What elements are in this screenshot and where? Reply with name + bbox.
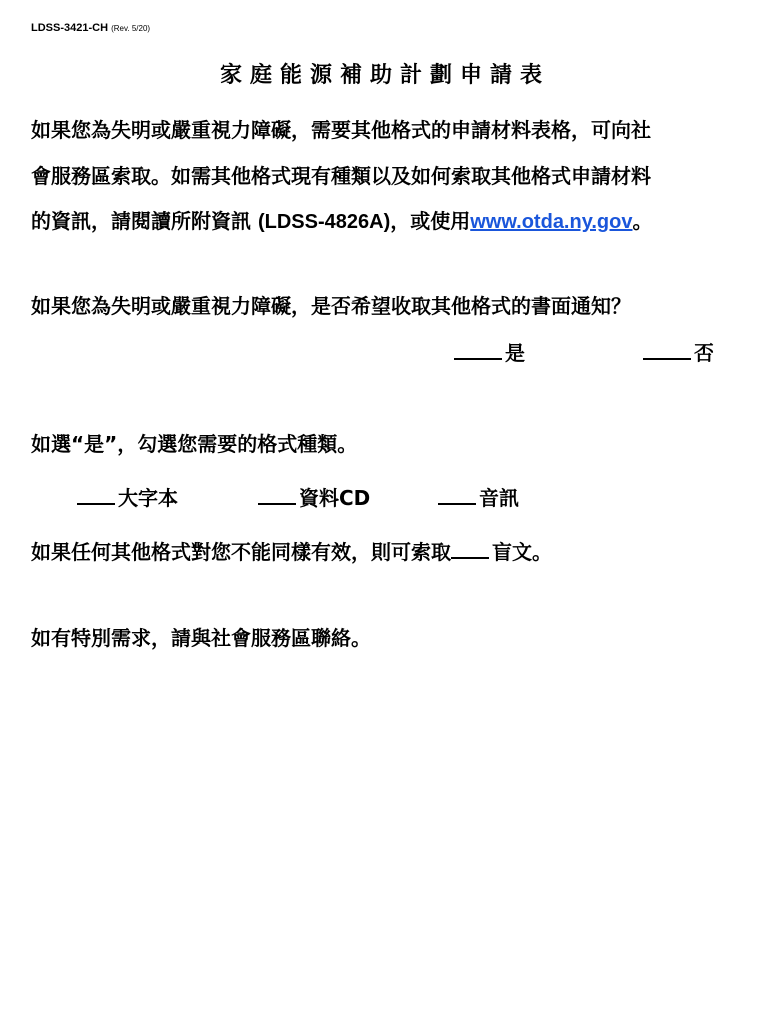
intro-line-1: 如果您為失明或嚴重視力障礙，需要其他格式的申請材料表格，可向社 (31, 118, 651, 142)
form-title: 家庭能源補助計劃申請表 (219, 63, 550, 88)
special-needs-note: 如有特別需求，請與社會服務區聯絡。 (31, 626, 371, 650)
notice-format-question: 如果您為失明或嚴重視力障礙，是否希望收取其他格式的書面通知？ (31, 294, 631, 318)
braille-option (31, 536, 552, 565)
large-print-label: 大字本 (118, 486, 178, 510)
audio-checkbox-blank[interactable] (438, 487, 476, 505)
yes-option (454, 337, 525, 366)
no-option (643, 337, 714, 366)
no-label: 否 (694, 341, 714, 365)
data-cd-checkbox-blank[interactable] (258, 487, 296, 505)
intro-line-3-mid: ，或使用 (390, 209, 471, 233)
format-option-data-cd (258, 482, 370, 511)
form-identifier (31, 22, 150, 34)
intro-line-3 (31, 205, 652, 234)
otda-website-link[interactable]: www.otda.ny.gov (470, 211, 633, 233)
data-cd-label: 資料CD (299, 486, 371, 510)
yes-label: 是 (505, 341, 525, 365)
if-yes-instruction: 如選“是”，勾選您需要的格式種類。 (31, 432, 358, 456)
format-option-audio (438, 482, 519, 511)
braille-suffix: 盲文。 (492, 540, 552, 564)
form-number: LDSS-3421-CH (31, 22, 109, 34)
form-revision: (Rev. 5/20) (111, 24, 151, 33)
audio-label: 音訊 (479, 486, 519, 510)
form-reference: (LDSS-4826A) (257, 211, 391, 233)
braille-checkbox-blank[interactable] (451, 541, 489, 559)
braille-prefix: 如果任何其他格式對您不能同樣有效，則可索取 (31, 540, 451, 564)
intro-line-3-prefix: 的資訊，請閱讀所附資訊 (31, 209, 258, 233)
intro-line-2: 會服務區索取。如需其他格式現有種類以及如何索取其他格式申請材料 (31, 164, 651, 188)
large-print-checkbox-blank[interactable] (77, 487, 115, 505)
no-checkbox-blank[interactable] (643, 342, 691, 360)
yes-checkbox-blank[interactable] (454, 342, 502, 360)
format-option-large-print (77, 482, 178, 511)
intro-line-3-suffix: 。 (632, 209, 653, 233)
